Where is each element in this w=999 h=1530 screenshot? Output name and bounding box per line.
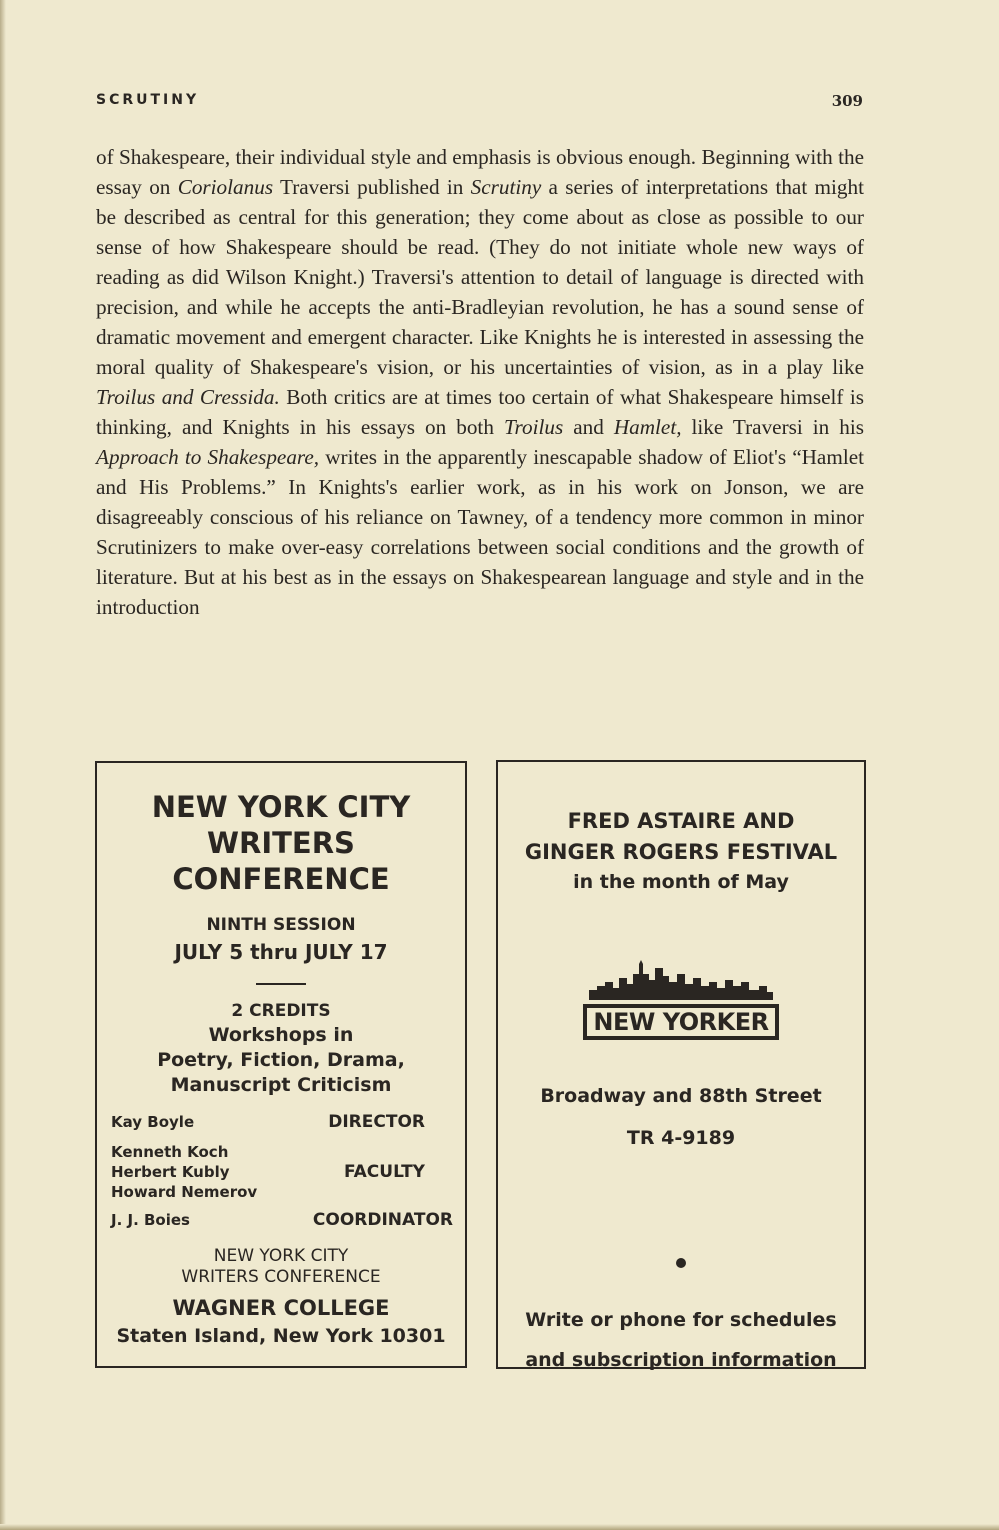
bullet-separator	[498, 1258, 864, 1268]
director-role: DIRECTOR	[328, 1112, 425, 1132]
workshops-list	[97, 1023, 465, 1098]
ad-title	[97, 789, 465, 897]
college-address: Staten Island, New York 10301	[116, 1325, 446, 1347]
bullet-icon	[676, 1258, 686, 1268]
body-paragraph	[96, 142, 864, 622]
director-name: Kay Boyle	[111, 1113, 195, 1131]
ad-title-line: FRED ASTAIRE AND	[567, 809, 795, 833]
ad-subtitle: in the month of May	[573, 871, 789, 893]
page-binding-edge	[0, 0, 6, 1530]
running-head	[96, 92, 863, 112]
college-name: WAGNER COLLEGE	[172, 1296, 390, 1320]
logo-wordmark: NEW YORKER	[583, 1004, 779, 1040]
coordinator-row	[97, 1210, 465, 1230]
skyline-icon	[583, 960, 779, 1000]
coordinator-role: COORDINATOR	[312, 1210, 453, 1230]
ad-title	[498, 806, 864, 868]
faculty-name: Herbert Kubly	[111, 1163, 230, 1181]
writers-conference-ad	[95, 761, 467, 1368]
credits-label: 2 CREDITS	[231, 1001, 331, 1021]
new-yorker-logo	[583, 960, 779, 1040]
text-run: and	[563, 415, 614, 439]
text-run: like Traversi in his	[681, 415, 865, 439]
italic-title: Approach to Shakespeare,	[96, 445, 320, 469]
divider	[256, 983, 306, 985]
faculty-names	[111, 1142, 257, 1202]
theater-address: Broadway and 88th Street	[540, 1085, 822, 1107]
ad-title-line: WRITERS	[207, 826, 355, 860]
text-run: of Shakespeare, their individual style and emphasis is obvious enough. Beginning with the essay on	[96, 145, 864, 199]
italic-title: Troilus	[503, 415, 564, 439]
page-bottom-edge	[0, 1524, 999, 1530]
faculty-name: Kenneth Koch	[111, 1143, 229, 1161]
text-run: writes in the apparently inescapable shadow of Eliot's “Hamlet and His Problems.” In Knights's earlier work, as in his work on Jonson, we are disagreeably conscious of his reliance on Tawney, of a tendency more common in minor Scrutinizers to make over-easy correlations between social conditions and the growth of literature. But at his best as in the essays on Shakespearean language and style and in the introduction	[96, 445, 864, 619]
journal-title: SCRUTINY	[96, 92, 200, 108]
page-number: 309	[831, 92, 863, 110]
text-run: a series of interpretations that might be described as central for this generation; they come about as close as possible to our sense of how Shakespeare should be read. (They do not initiate whole new ways of reading as did Wilson Knight.) Traversi's attention to detail of language is directed with precision, and while he accepts the anti-Bradleyian revolution, he has a sound sense of dramatic movement and emergent character. Like Knights he is interested in assessing the moral quality of Shakespeare's vision, or his uncertainties of vision, as in a play like	[96, 175, 864, 379]
film-festival-ad	[496, 760, 866, 1369]
italic-title: Hamlet,	[613, 415, 682, 439]
ad-title-line: GINGER ROGERS FESTIVAL	[524, 840, 838, 864]
workshops-line: Workshops in	[208, 1024, 354, 1046]
italic-title: Scrutiny	[470, 175, 542, 199]
workshops-line: Poetry, Fiction, Drama,	[157, 1049, 405, 1071]
theater-phone: TR 4-9189	[626, 1127, 736, 1149]
italic-title: Troilus and Cressida.	[96, 385, 280, 409]
workshops-line: Manuscript Criticism	[170, 1074, 392, 1096]
ad-title-line: CONFERENCE	[172, 862, 390, 896]
faculty-name: Howard Nemerov	[111, 1183, 258, 1201]
coordinator-name: J. J. Boies	[111, 1211, 190, 1229]
session-dates: JULY 5 thru JULY 17	[174, 940, 388, 964]
organizer-name	[97, 1246, 465, 1288]
contact-line: and subscription information	[525, 1349, 837, 1371]
contact-line: Write or phone for schedules	[525, 1309, 837, 1331]
organizer-line: NEW YORK CITY	[213, 1246, 349, 1266]
body-text	[96, 142, 864, 622]
text-run: Traversi published in	[273, 175, 471, 199]
italic-title: Coriolanus	[177, 175, 274, 199]
ad-title-line: NEW YORK CITY	[151, 790, 411, 824]
faculty-role: FACULTY	[343, 1162, 425, 1182]
faculty-row	[97, 1142, 465, 1202]
director-row	[97, 1112, 465, 1132]
text-run: Both critics are at times too certain of what Shakespeare himself is thinking, and Knights in his essays on both	[96, 385, 864, 439]
session-label: NINTH SESSION	[206, 915, 356, 935]
organizer-line: WRITERS CONFERENCE	[181, 1267, 381, 1287]
